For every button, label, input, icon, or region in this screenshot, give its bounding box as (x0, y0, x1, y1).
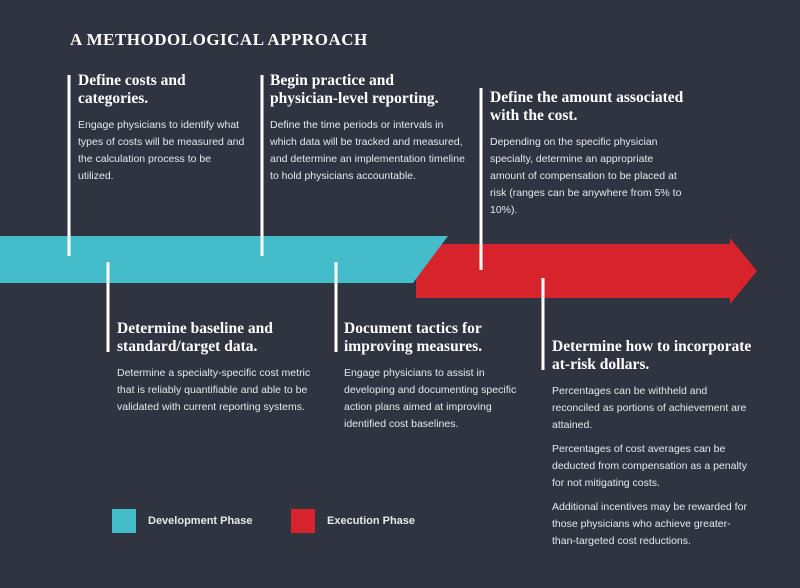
page-title: A METHODOLOGICAL APPROACH (70, 30, 368, 49)
step-description: Depending on the specific physician specialty, determine an appropriate amount of compensation to be placed at risk (ranges can be anywhere from 5% to 10%). (490, 136, 682, 216)
step-heading: Define costs and categories. (78, 72, 186, 107)
development-phase-band (0, 236, 448, 283)
legend-swatch-execution (291, 509, 315, 533)
execution-phase-arrow (416, 238, 757, 304)
legend-swatch-development (112, 509, 136, 533)
step-heading: Define the amount associated with the cost. (490, 89, 684, 124)
step-description: Define the time periods or intervals in which data will be tracked and measured, and determine an implementation timeline to hold physicians accountable. (270, 119, 465, 182)
legend-development-phase (112, 509, 253, 533)
step-heading: Determine baseline and standard/target data. (117, 320, 273, 355)
step-define-costs (78, 72, 248, 192)
step-description: Determine a specialty-specific cost metric that is reliably quantifiable and able to be validated with current reporting systems. (117, 367, 311, 413)
legend-execution-phase (291, 509, 415, 533)
step-determine-baseline (117, 320, 312, 423)
step-at-risk-dollars (552, 338, 752, 557)
step-begin-reporting (270, 72, 465, 192)
step-heading: Begin practice and physician-level reporting. (270, 72, 439, 107)
legend-label: Development Phase (148, 515, 253, 527)
step-description: Additional incentives may be rewarded for those physicians who achieve greater-than-targeted cost reductions. (552, 501, 747, 547)
step-define-amount (490, 89, 690, 226)
step-heading: Document tactics for improving measures. (344, 320, 483, 355)
step-heading: Determine how to incorporate at-risk dollars. (552, 338, 752, 373)
step-description: Engage physicians to identify what types of costs will be measured and the calculation process to be utilized. (78, 119, 245, 182)
step-description: Percentages of cost averages can be deducted from compensation as a penalty for not mitigating costs. (552, 443, 747, 489)
step-description: Percentages can be withheld and reconciled as portions of achievement are attained. (552, 385, 747, 431)
step-document-tactics (344, 320, 529, 440)
legend-label: Execution Phase (327, 515, 416, 527)
step-description: Engage physicians to assist in developing and documenting specific action plans aimed at improving identified cost baselines. (344, 367, 517, 430)
